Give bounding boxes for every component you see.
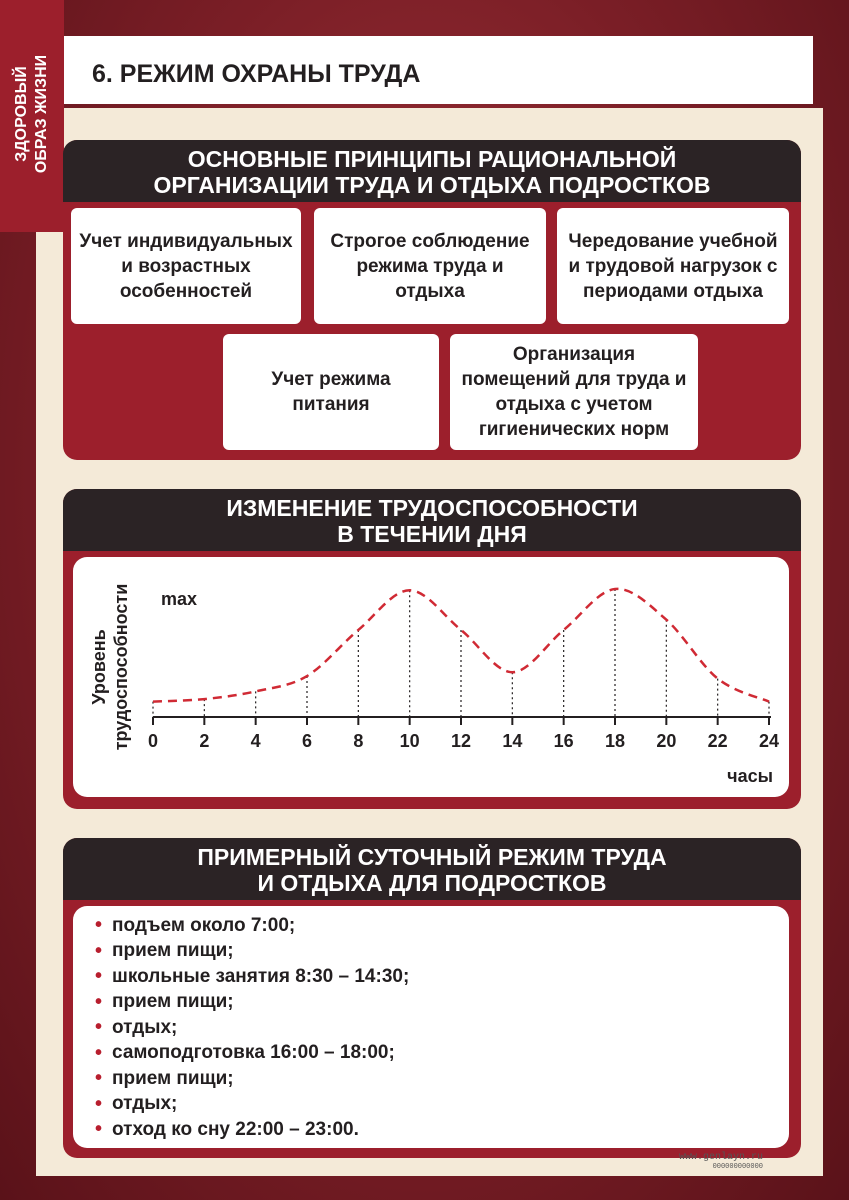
- principle-card: Строгое соблюдение режима труда и отдыха: [314, 208, 546, 324]
- x-tick-label: 0: [147, 731, 159, 751]
- heading-line: ПРИМЕРНЫЙ СУТОЧНЫЙ РЕЖИМ ТРУДА: [197, 844, 667, 870]
- bullet-icon: •: [95, 965, 103, 987]
- x-tick-label: 14: [502, 731, 523, 751]
- x-axis-label: часы: [727, 766, 773, 786]
- x-tick-label: 18: [604, 731, 626, 751]
- page-title: 6. РЕЖИМ ОХРАНЫ ТРУДА: [92, 60, 421, 88]
- bullet-icon: •: [95, 939, 103, 962]
- schedule-item: [95, 940, 234, 963]
- schedule-item-text: прием пищи;: [112, 991, 234, 1012]
- heading-line: ИЗМЕНЕНИЕ ТРУДОСПОСОБНОСТИ: [226, 495, 638, 521]
- heading-line: ОСНОВНЫЕ ПРИНЦИПЫ РАЦИОНАЛЬНОЙ: [187, 146, 677, 172]
- schedule-item-text: прием пищи;: [112, 1067, 234, 1089]
- schedule-item: [95, 1093, 177, 1116]
- bullet-icon: •: [95, 1118, 103, 1140]
- heading-line: ОРГАНИЗАЦИИ ТРУДА И ОТДЫХА ПОДРОСТКОВ: [153, 172, 711, 198]
- max-label: max: [161, 589, 198, 609]
- schedule-item-text: подъем около 7:00;: [112, 914, 296, 936]
- heading-line: И ОТДЫХА ДЛЯ ПОДРОСТКОВ: [257, 870, 607, 896]
- chart-heading: [63, 489, 801, 551]
- schedule-item-text: школьные занятия 8:30 – 14:30;: [112, 965, 410, 987]
- principle-card: Учет режима питания: [223, 334, 439, 450]
- schedule-section: [63, 838, 801, 1171]
- x-tick-label: 10: [399, 731, 420, 751]
- x-tick-label: 24: [758, 731, 780, 751]
- side-label-line: ЗДОРОВЫЙ: [13, 66, 30, 162]
- schedule-item-text: отход ко сну 22:00 – 23:00.: [112, 1118, 359, 1140]
- site-credit: [679, 1152, 763, 1171]
- schedule-item: [95, 1118, 359, 1141]
- principle-card: Учет индивидуальных и возрастных особенностей: [71, 208, 301, 324]
- schedule-item-text: прием пищи;: [112, 940, 234, 961]
- x-tick-label: 8: [353, 731, 364, 751]
- bullet-icon: •: [95, 1067, 103, 1089]
- y-axis-label: Уровень: [89, 629, 109, 705]
- schedule-item-text: самоподготовка 16:00 – 18:00;: [112, 1042, 395, 1063]
- site-code: 000000000000: [712, 1163, 763, 1171]
- principles-heading: [63, 140, 801, 202]
- schedule-item: [95, 914, 295, 937]
- schedule-item: [95, 991, 234, 1014]
- schedule-item-text: отдых;: [112, 1093, 178, 1114]
- chart-panel: [73, 557, 789, 797]
- schedule-item: [95, 1067, 234, 1090]
- schedule-panel: [73, 906, 789, 1171]
- schedule-item: [95, 1042, 395, 1065]
- side-label: [2, 0, 62, 228]
- performance-chart: [73, 557, 789, 797]
- principle-card: Организация помещений для труда и отдыха с учетом гигиенических норм: [450, 334, 698, 450]
- x-tick-label: 2: [199, 731, 210, 751]
- bullet-icon: •: [95, 1041, 103, 1064]
- title-bar: [64, 36, 813, 104]
- principle-card: Чередование учебной и трудовой нагрузок с периодами отдыха: [557, 208, 789, 324]
- schedule-item: [95, 1016, 177, 1039]
- site-url: www.genlayn.ru: [678, 1152, 763, 1163]
- schedule-heading: [63, 838, 801, 900]
- y-axis-label: трудоспособности: [111, 583, 131, 751]
- x-tick-label: 20: [656, 731, 677, 751]
- bullet-icon: •: [95, 914, 103, 936]
- bullet-icon: •: [95, 990, 103, 1013]
- bullet-icon: •: [95, 1092, 103, 1115]
- principles-section: [63, 140, 801, 460]
- side-label-line: ОБРАЗ ЖИЗНИ: [33, 54, 50, 174]
- x-tick-label: 12: [450, 731, 472, 751]
- x-tick-label: 16: [553, 731, 574, 751]
- x-tick-label: 6: [301, 731, 313, 751]
- schedule-item: [95, 965, 409, 988]
- heading-line: В ТЕЧЕНИИ ДНЯ: [337, 521, 527, 547]
- schedule-item-text: отдых;: [112, 1016, 178, 1038]
- chart-section: [63, 489, 801, 809]
- x-tick-label: 4: [250, 731, 261, 751]
- x-tick-label: 22: [707, 731, 728, 751]
- bullet-icon: •: [95, 1016, 103, 1038]
